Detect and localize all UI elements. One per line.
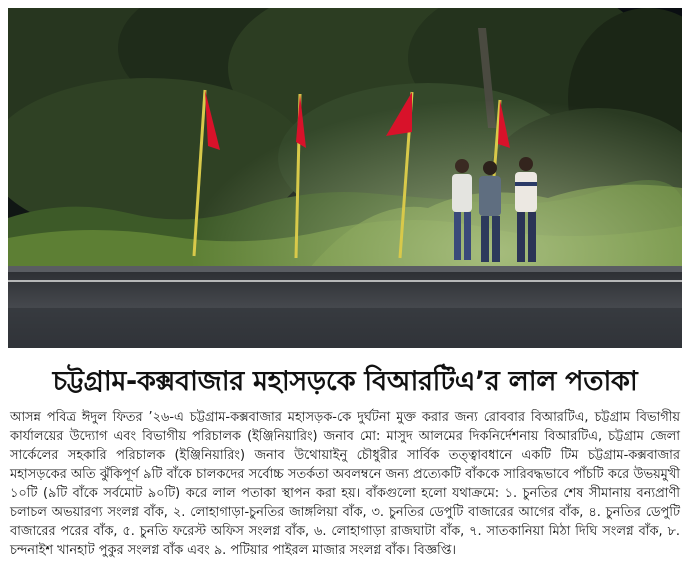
article-headline: চট্টগ্রাম-কক্সবাজার মহাসড়কে বিআরটিএ’র লাল পতাকা: [52, 366, 638, 397]
roadside-flags-image: [8, 8, 682, 348]
news-photo: [8, 8, 682, 348]
highway: [8, 266, 682, 348]
article-body: [10, 408, 680, 560]
article-paragraph: আসন্ন পবিত্র ঈদুল ফিতর ’২৬-এ চট্টগ্রাম-কক্সবাজার মহাসড়ক-কে দুর্ঘটনা মুক্ত করার জন্য রোববার বিআরটিএ, চট্টগ্রাম বিভাগীয় কার্যালয়ের উদ্যোগ এবং বিভাগীয় পরিচালক (ইঞ্জিনিয়ারিং) জনাব মো: মাসুদ আলমের দিকনির্দেশনায় বিআরটিএ, চট্টগ্রাম জেলা সার্কেলের সহকারি পরিচালক (ইঞ্জিনিয়ারিং) জনাব উথোয়াইনু চৌধুরীর সার্বিক তত্ত্বাবধানে একটি টিম চট্টগ্রাম-কক্সবাজার মহাসড়কের অতি ঝুঁকিপূর্ণ ৯টি বাঁকে চালকদের সর্বোচ্চ সতর্কতা অবলম্বনে জন্য প্রত্যেকটি বাঁককে সারিবদ্ধভাবে পাঁচটি করে উভয়মুখী ১০টি (৯টি বাঁকে সর্বমোট ৯০টি) করে লাল পতাকা স্থাপন করা হয়। বাঁকগুলো হলো যথাক্রমে: ১. চুনতির শেষ সীমানায় বন্যপ্রাণী চলাচল অভয়ারণ্য সংলগ্ন বাঁক, ২. লোহাগাড়া-চুনতির জাঙ্গলিয়া বাঁক, ৩. চুনতির ডেপুটি বাজারের আগের বাঁক, ৪. চুনতির ডেপুটি বাজারের পরের বাঁক, ৫. চুনতি ফরেস্ট অফিস সংলগ্ন বাঁক, ৬. লোহাগাড়া রাজঘাটা বাঁক, ৭. সাতকানিয়া মিঠা দিঘি সংলগ্ন বাঁক, ৮. চন্দনাইশ খানহাট পুকুর সংলগ্ন বাঁক এবং ৯. পটিয়ার পাইরল মাজার সংলগ্ন বাঁক। বিজ্ঞপ্তি।: [10, 410, 680, 558]
